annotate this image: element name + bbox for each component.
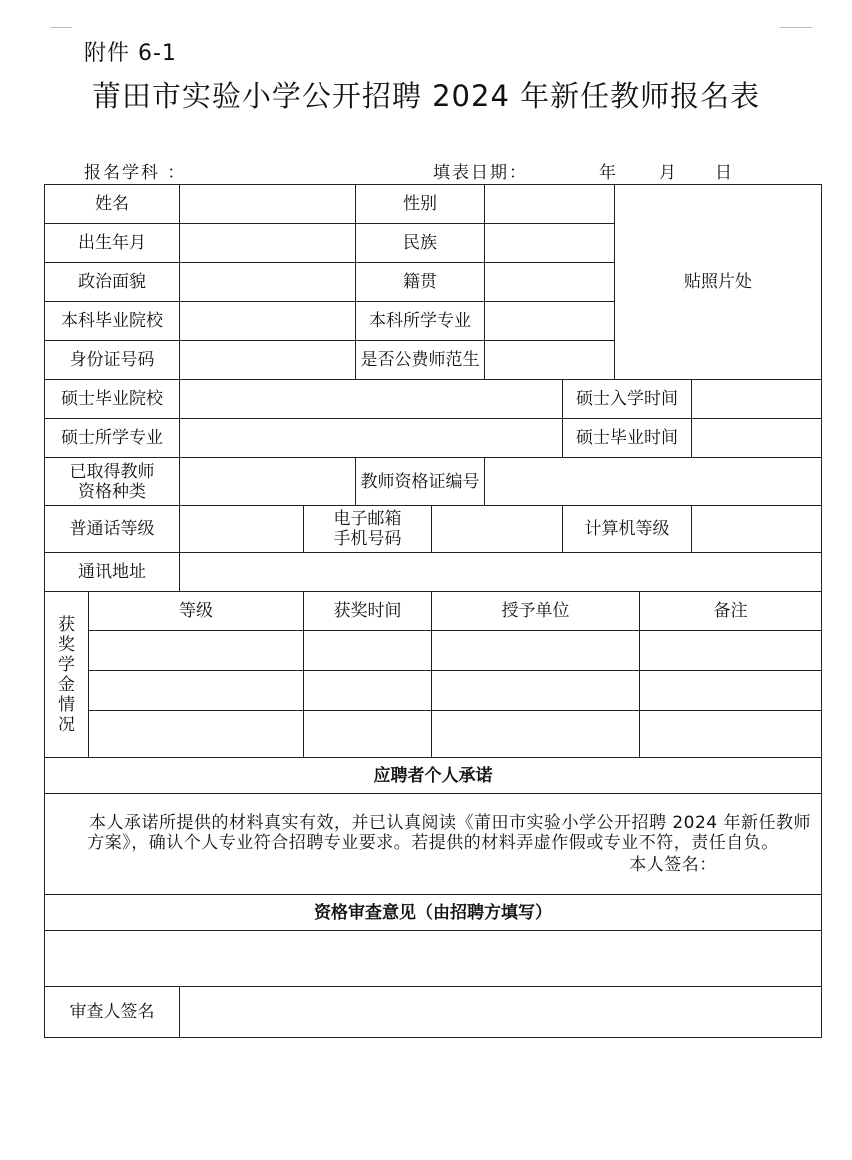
awards-char: 奖: [58, 634, 75, 655]
pledge-section: [45, 794, 822, 895]
field-name[interactable]: [180, 185, 356, 224]
label-native-place: 籍贯: [356, 263, 485, 302]
label-public-funded: 是否公费师范生: [356, 341, 485, 380]
award-cell[interactable]: [640, 631, 822, 671]
label-master-entry: 硕士入学时间: [563, 380, 692, 419]
award-col-time: 获奖时间: [304, 592, 432, 631]
field-gender[interactable]: [485, 185, 615, 224]
label-political: 政治面貌: [45, 263, 180, 302]
field-bachelor-school[interactable]: [180, 302, 356, 341]
label-email-phone: [304, 506, 432, 553]
label-mandarin: 普通话等级: [45, 506, 180, 553]
field-reviewer-signature[interactable]: [180, 987, 822, 1038]
page-title: 莆田市实验小学公开招聘 2024 年新任教师报名表: [91, 79, 761, 113]
label-gender: 性别: [356, 185, 485, 224]
field-mandarin[interactable]: [180, 506, 304, 553]
award-cell[interactable]: [89, 671, 304, 711]
field-address[interactable]: [180, 553, 822, 592]
registration-form: [44, 184, 822, 1038]
field-birth[interactable]: [180, 224, 356, 263]
review-heading: 资格审查意见（由招聘方填写）: [45, 895, 822, 931]
label-address: 通讯地址: [45, 553, 180, 592]
label-birth: 出生年月: [45, 224, 180, 263]
award-cell[interactable]: [640, 711, 822, 758]
award-cell[interactable]: [640, 671, 822, 711]
award-cell[interactable]: [432, 711, 640, 758]
label-ethnicity: 民族: [356, 224, 485, 263]
award-cell[interactable]: [304, 631, 432, 671]
label-cert-type-line1: 已取得教师: [69, 461, 155, 482]
award-cell[interactable]: [89, 631, 304, 671]
award-cell[interactable]: [432, 671, 640, 711]
label-id-number: 身份证号码: [45, 341, 180, 380]
label-reviewer-signature: 审查人签名: [45, 987, 180, 1038]
field-master-school[interactable]: [180, 380, 563, 419]
field-ethnicity[interactable]: [485, 224, 615, 263]
label-name: 姓名: [45, 185, 180, 224]
photo-area[interactable]: 贴照片处: [615, 185, 822, 380]
field-master-grad[interactable]: [692, 419, 822, 458]
awards-char: 况: [58, 714, 75, 735]
field-master-entry[interactable]: [692, 380, 822, 419]
date-label: 填表日期：: [433, 163, 528, 183]
label-cert-no: 教师资格证编号: [356, 458, 485, 506]
awards-char: 获: [58, 614, 75, 635]
subject-label: 报名学科 ：: [84, 163, 187, 183]
top-rule-right: [780, 27, 812, 28]
label-cert-type-line2: 资格种类: [78, 481, 146, 502]
field-cert-type[interactable]: [180, 458, 356, 506]
label-bachelor-school: 本科毕业院校: [45, 302, 180, 341]
label-cert-type: [45, 458, 180, 506]
field-id-number[interactable]: [180, 341, 356, 380]
award-col-remark: 备注: [640, 592, 822, 631]
field-master-major[interactable]: [180, 419, 563, 458]
award-cell[interactable]: [304, 671, 432, 711]
award-cell[interactable]: [304, 711, 432, 758]
label-master-major: 硕士所学专业: [45, 419, 180, 458]
awards-char: 学: [58, 654, 75, 675]
awards-char: 情: [58, 694, 75, 715]
label-computer: 计算机等级: [563, 506, 692, 553]
field-computer[interactable]: [692, 506, 822, 553]
label-phone: 手机号码: [333, 529, 402, 549]
date-month: 月: [659, 163, 678, 183]
field-native-place[interactable]: [485, 263, 615, 302]
pledge-heading: 应聘者个人承诺: [45, 758, 822, 794]
pledge-text: 本人承诺所提供的材料真实有效，并已认真阅读《莆田市实验小学公开招聘 2024 年新任教师方案》，确认个人专业符合招聘专业要求。若提供的材料弄虚作假或专业不符，责任自负。: [87, 813, 812, 853]
field-public-funded[interactable]: [485, 341, 615, 380]
field-bachelor-major[interactable]: [485, 302, 615, 341]
date-year: 年: [599, 163, 618, 183]
pledge-signature-label: 本人签名：: [629, 855, 717, 875]
award-cell[interactable]: [432, 631, 640, 671]
field-email-phone[interactable]: [432, 506, 563, 553]
label-master-grad: 硕士毕业时间: [563, 419, 692, 458]
award-cell[interactable]: [89, 711, 304, 758]
field-cert-no[interactable]: [485, 458, 822, 506]
field-political[interactable]: [180, 263, 356, 302]
label-master-school: 硕士毕业院校: [45, 380, 180, 419]
awards-char: 金: [58, 674, 75, 695]
annex-label: 附件 6-1: [84, 41, 177, 66]
award-col-issuer: 授予单位: [432, 592, 640, 631]
label-bachelor-major: 本科所学专业: [356, 302, 485, 341]
label-email: 电子邮箱: [333, 509, 402, 529]
top-rule-left: [50, 27, 72, 28]
review-opinion-field[interactable]: [45, 931, 822, 987]
award-col-level: 等级: [89, 592, 304, 631]
date-day: 日: [715, 163, 734, 183]
label-awards: [45, 592, 89, 758]
